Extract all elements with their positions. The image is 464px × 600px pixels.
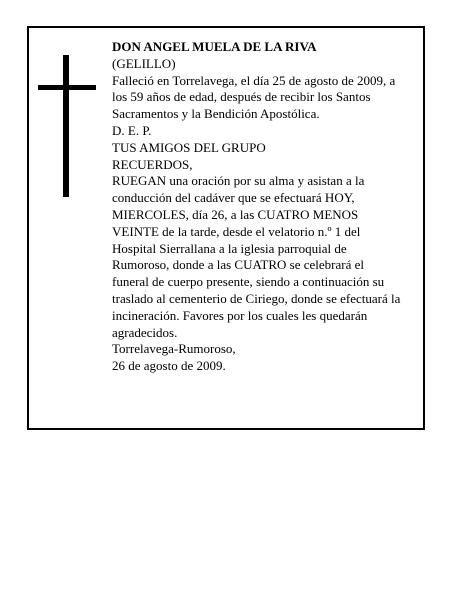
deceased-nickname: (GELILLO) (112, 55, 176, 71)
notice-place: Torrelavega-Rumoroso, (112, 341, 236, 357)
notice-date: 26 de agosto de 2009. (112, 358, 226, 374)
cross-vertical-bar (63, 55, 69, 197)
cross-icon (38, 55, 96, 197)
friends-group-line: TUS AMIGOS DEL GRUPO (112, 139, 266, 155)
deceased-name: DON ANGEL MUELA DE LA RIVA (112, 39, 317, 54)
death-statement: Falleció en Torrelavega, el día 25 de agosto de 2009, a los 59 años de edad, después de recibir los Santos Sacramentos y la Bendición Apostólica. (112, 72, 396, 122)
friends-remember-line: RECUERDOS, (112, 156, 193, 172)
cross-horizontal-bar (38, 85, 96, 90)
obituary-text (112, 39, 418, 375)
rest-in-peace: D. E. P. (112, 122, 152, 138)
funeral-request: RUEGAN una oración por su alma y asistan a la conducción del cadáver que se efectuará HOY, MIERCOLES, día 26, a las CUATRO MENOS VEINTE de la tarde, desde el velatorio n.º 1 del Hospital Sierrallana a la iglesia parroquial de Rumoroso, donde a las CUATRO se celebrará el funeral de cuerpo presente, siendo a continuación su traslado al cementerio de Ciriego, donde se efectuará la incineración. Favores por los cuales les quedarán agradecidos. (112, 173, 401, 340)
